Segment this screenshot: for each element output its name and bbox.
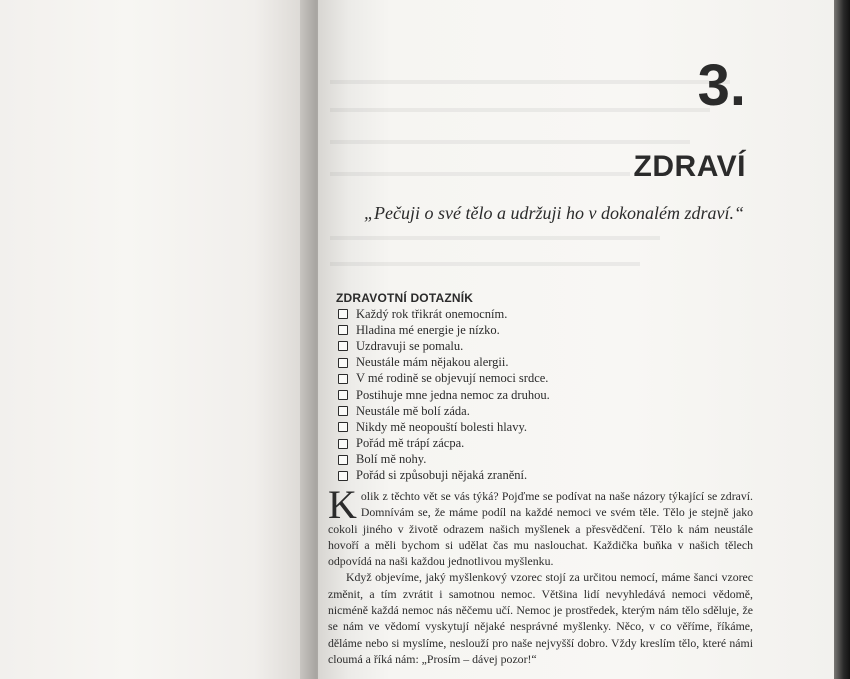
- checklist-item-label: Každý rok třikrát onemocním.: [356, 306, 508, 321]
- body-text: [328, 482, 753, 667]
- checklist-item: [338, 419, 550, 435]
- bleed-through-line: [330, 262, 640, 266]
- chapter-affirmation: „Pečuji o své tělo a udržuji ho v dokonalém zdraví.“: [364, 203, 744, 223]
- checklist-item-label: Postihuje mne jedna nemoc za druhou.: [356, 387, 550, 402]
- checklist-item-label: Uzdravuji se pomalu.: [356, 338, 464, 353]
- body-paragraph-text: olik z těchto vět se vás týká? Pojďme se podívat na naše názory týkající se zdraví. Domnívám se, že máme podíl na každé nemoci ve svém těle. Tělo je stejně jako cokoli jiného v životě odrazem našich myšlenek a přesvědčení. Tělo k nám neustále hovoří a měli bychom si udělat čas mu naslouchat. Každička buňka v našich tělech odpovídá na naši každou jednotlivou myšlenku.: [328, 489, 753, 569]
- checklist-item-label: Hladina mé energie je nízko.: [356, 322, 500, 337]
- chapter-title: ZDRAVÍ: [633, 150, 746, 183]
- left-page: [0, 0, 318, 679]
- checkbox-icon: [338, 358, 348, 368]
- checkbox-icon: [338, 471, 348, 481]
- page-edge-shadow: [834, 0, 850, 679]
- questionnaire-heading: ZDRAVOTNÍ DOTAZNÍK: [336, 291, 474, 305]
- checklist-item: [338, 338, 550, 354]
- checklist-item-label: Pořád si způsobuji nějaká zranění.: [356, 468, 528, 483]
- checkbox-icon: [338, 374, 348, 384]
- right-page: [318, 0, 834, 679]
- body-paragraph: [328, 482, 753, 569]
- checklist-item: [338, 468, 550, 484]
- checklist-item: [338, 452, 550, 468]
- checkbox-icon: [338, 455, 348, 465]
- questionnaire-checklist: [338, 306, 550, 484]
- checklist-item: [338, 403, 550, 419]
- checklist-item: [338, 306, 550, 322]
- bleed-through-line: [330, 140, 690, 144]
- checklist-item-label: Nikdy mě neopouští bolesti hlavy.: [356, 419, 528, 434]
- chapter-number: 3.: [697, 53, 746, 118]
- checklist-item-label: V mé rodině se objevují nemoci srdce.: [356, 371, 549, 386]
- checklist-item-label: Neustále mám nějakou alergii.: [356, 355, 509, 370]
- bleed-through-line: [330, 236, 660, 240]
- body-paragraph: Když objevíme, jaký myšlenkový vzorec stojí za určitou nemocí, máme šanci vzorec změnit, a tím zvrátit i samotnou nemoc. Většina lidí nevyhledává nemoci vědomě, nicméně každá nemoc nás něčemu učí. Nemoc je prostředek, kterým nám tělo sděluje, že se nám ve vědomí vyskytují nějaké nesprávné myšlenky. Něco, v co věříme, říkáme, děláme nebo si myslíme, neslouží pro naše nejvyšší dobro. Vždy kreslím tělo, které námi cloumá a říká nám: „Prosím – dávej pozor!“: [328, 570, 753, 666]
- checklist-item: [338, 387, 550, 403]
- bleed-through-line: [330, 108, 710, 112]
- bleed-through-line: [330, 172, 630, 176]
- checklist-item: [338, 355, 550, 371]
- checklist-item: [338, 436, 550, 452]
- checkbox-icon: [338, 422, 348, 432]
- checkbox-icon: [338, 325, 348, 335]
- checkbox-icon: [338, 341, 348, 351]
- checkbox-icon: [338, 390, 348, 400]
- checklist-item-label: Pořád mě trápí zácpa.: [356, 436, 465, 451]
- checkbox-icon: [338, 406, 348, 416]
- checklist-item: [338, 371, 550, 387]
- bleed-through-line: [330, 80, 730, 84]
- checkbox-icon: [338, 309, 348, 319]
- checklist-item: [338, 322, 550, 338]
- drop-cap: K: [328, 482, 357, 527]
- checklist-item-label: Neustále mě bolí záda.: [356, 403, 470, 418]
- checklist-item-label: Bolí mě nohy.: [356, 452, 427, 467]
- checkbox-icon: [338, 439, 348, 449]
